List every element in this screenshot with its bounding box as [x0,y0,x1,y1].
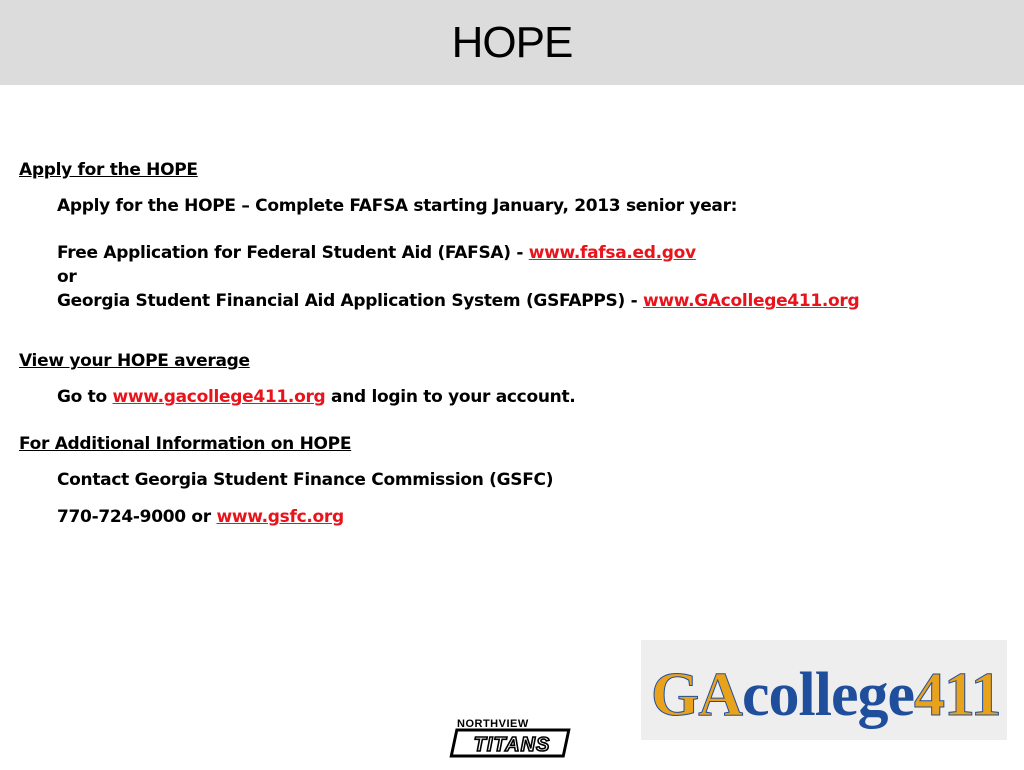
gsfapps-link[interactable]: www.GAcollege411.org [642,291,860,311]
fafsa-link[interactable]: www.fafsa.ed.gov [528,243,696,263]
apply-instructions: Apply for the HOPE – Complete FAFSA starting January, 2013 senior year: [57,196,738,216]
goto-suffix: and login to your account. [325,387,576,407]
gsfc-link[interactable]: www.gsfc.org [216,507,344,527]
or-text: or [57,267,77,287]
gsfapps-line [57,290,859,312]
gacollege411-logo [641,640,1007,740]
logo-ga: GA [651,661,742,729]
svg-text:GAcollege411 [651,661,1001,729]
fafsa-label: Free Application for Federal Student Aid (FAFSA) - [57,243,529,263]
info-heading: For Additional Information on HOPE [19,434,352,454]
goto-prefix: Go to [57,387,113,407]
logo-titans: TITANS [473,734,551,756]
phone-number: 770-724-9000 or [57,507,217,527]
phone-line [57,506,344,528]
page-title: HOPE [451,18,573,67]
logo-411: 411 [914,661,1001,729]
goto-line [57,386,575,408]
view-heading: View your HOPE average [19,351,250,371]
apply-heading: Apply for the HOPE [19,160,198,180]
fafsa-line [57,242,696,264]
gacollege-link[interactable]: www.gacollege411.org [112,387,326,407]
gsfapps-label: Georgia Student Financial Aid Application System (GSFAPPS) - [57,291,643,311]
gsfc-contact: Contact Georgia Student Finance Commission (GSFC) [57,470,554,490]
logo-northview: NORTHVIEW [457,718,529,730]
logo-college: college [742,661,915,729]
northview-titans-logo [448,715,574,770]
